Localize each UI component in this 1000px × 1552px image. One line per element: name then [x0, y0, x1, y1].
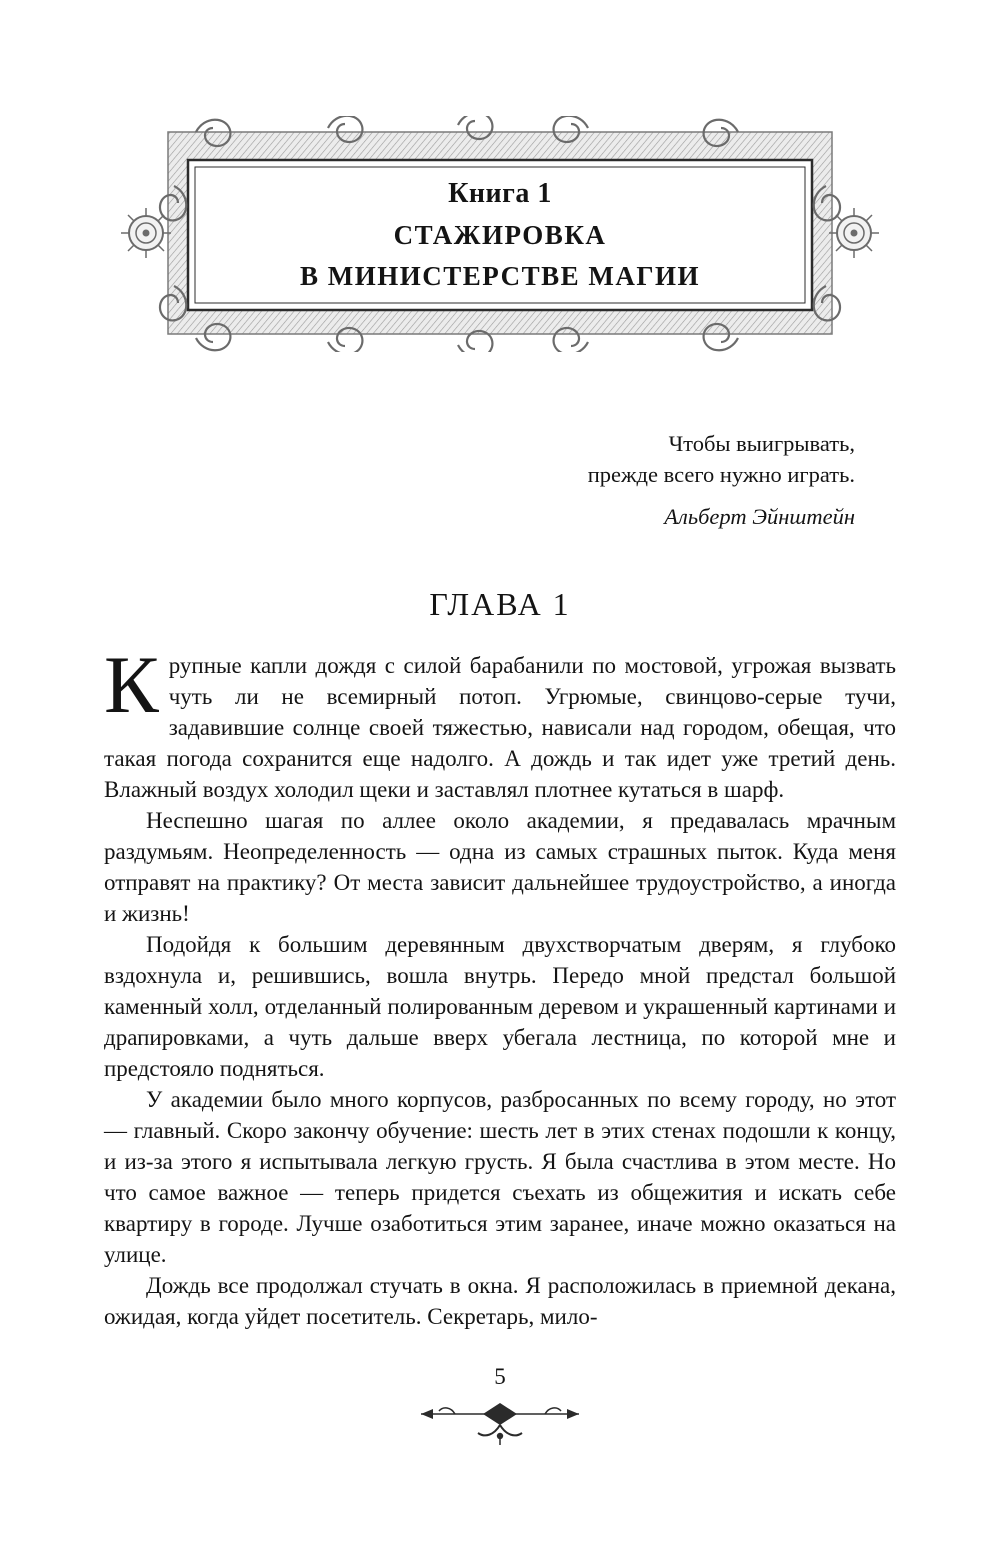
flourish-tailpiece-icon: [415, 1400, 585, 1446]
paragraph-text: рупные капли дождя с силой барабанили по мостовой, угрожая вызвать чуть ли не всемирный потоп. Угрюмые, свинцово-серые тучи, задавившие солнце своей тяжестью, нависали над городом, обещая, что такая погода сохранится еще надолго. А дождь и так идет уже третий день. Влажный воздух холодил щеки и заставлял плотнее кутаться в шарф.: [104, 653, 896, 802]
epigraph: [588, 428, 855, 532]
book-title-line-2: В МИНИСТЕРСТВЕ МАГИИ: [299, 261, 701, 291]
paragraph: [104, 639, 896, 805]
title-frame: [118, 116, 882, 352]
paragraph: Дождь все продолжал стучать в окна. Я расположилась в приемной декана, ожидая, когда уйдет посетитель. Секретарь, мило-: [104, 1273, 896, 1329]
book-number-label: Книга 1: [448, 178, 552, 209]
paragraph: Неспешно шагая по аллее около академии, я предавалась мрачным раздумьям. Неопределенность — одна из самых страшных пыток. Куда меня отправят на практику? От места зависит дальнейшее трудоустройство, а иногда и жизнь!: [104, 808, 896, 926]
chapter-heading: ГЛАВА 1: [429, 586, 571, 622]
body-text: [104, 639, 896, 1332]
book-title-line-1: СТАЖИРОВКА: [393, 220, 607, 250]
epigraph-line-2: прежде всего нужно играть.: [587, 462, 855, 487]
epigraph-line-1: Чтобы выигрывать,: [668, 431, 855, 456]
epigraph-author: Альберт Эйнштейн: [664, 504, 855, 529]
page-number: 5: [494, 1364, 506, 1389]
paragraph: Подойдя к большим деревянным двухстворчатым дверям, я глубоко вздохнула и, решившись, вошла внутрь. Передо мной предстал большой каменный холл, отделанный полированным деревом и украшенный картинами и драпировками, а чуть дальше вверх убегала лестница, по которой мне и предстояло подняться.: [104, 932, 896, 1081]
book-title-block: [188, 160, 812, 310]
footer-ornament: [0, 1400, 1000, 1451]
drop-cap: К: [104, 639, 159, 730]
paragraph: У академии было много корпусов, разбросанных по всему городу, но этот — главный. Скоро закончу обучение: шесть лет в этих стенах подошли к концу, и из-за этого я испытывала легкую грусть. Я была счастлива в этом месте. Но что самое важное — теперь придется съехать из общежития и искать себе квартиру в городе. Лучше озаботиться этим заранее, иначе можно оказаться на улице.: [104, 1087, 896, 1267]
